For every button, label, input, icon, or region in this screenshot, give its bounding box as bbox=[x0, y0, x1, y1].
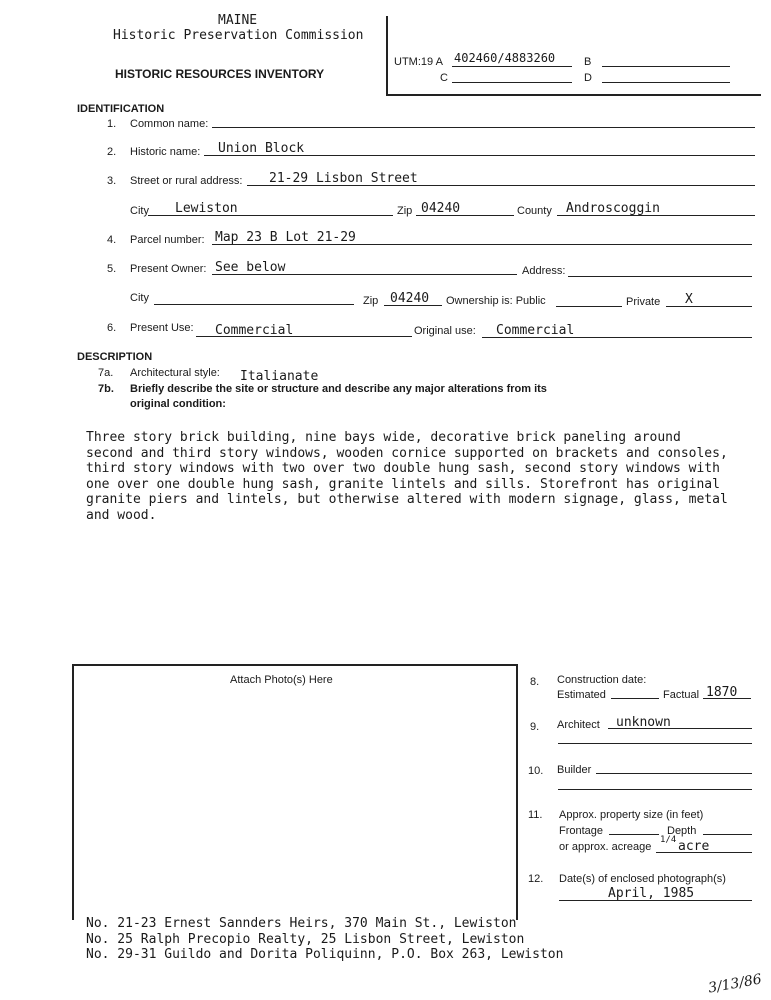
photo-date-value[interactable]: April, 1985 bbox=[608, 886, 695, 901]
parcel-label: Parcel number: bbox=[130, 234, 205, 246]
owner-city-label: City bbox=[130, 292, 149, 304]
owner-zip-value[interactable]: 04240 bbox=[390, 291, 430, 306]
description-line: and wood. bbox=[86, 507, 157, 523]
architect-value[interactable]: unknown bbox=[616, 715, 671, 730]
common-name-label: Common name: bbox=[130, 118, 209, 130]
common-name-line bbox=[212, 127, 755, 128]
historic-name-line bbox=[204, 155, 755, 156]
style-value[interactable]: Italianate bbox=[240, 369, 319, 384]
estimated-line bbox=[611, 698, 659, 699]
owner-list-item: No. 21-23 Ernest Sannders Heirs, 370 Main St., Lewiston bbox=[86, 916, 517, 931]
owner-label: Present Owner: bbox=[130, 263, 207, 275]
owner-zip-label: Zip bbox=[363, 295, 379, 307]
architect-line-2 bbox=[558, 743, 752, 744]
city-label: City bbox=[130, 205, 149, 217]
acreage-label: or approx. acreage bbox=[559, 841, 652, 853]
owner-city-line bbox=[154, 304, 354, 305]
private-mark[interactable]: X bbox=[685, 292, 693, 307]
original-use-value[interactable]: Commercial bbox=[496, 323, 575, 338]
acreage-line bbox=[656, 852, 752, 853]
item-number-8: 8. bbox=[530, 676, 540, 688]
utm-a-line bbox=[452, 66, 572, 67]
owner-zip-line bbox=[384, 305, 442, 306]
utm-d-label: D bbox=[584, 72, 592, 84]
item-number-7b: 7b. bbox=[98, 383, 114, 395]
agency-name: Historic Preservation Commission bbox=[113, 28, 364, 43]
description-line: Three story brick building, nine bays wide, decorative brick paneling around bbox=[86, 430, 681, 445]
factual-label: Factual bbox=[663, 689, 700, 701]
description-heading: DESCRIPTION bbox=[77, 351, 153, 363]
item-number-2: 2. bbox=[107, 146, 117, 158]
item-number-6: 6. bbox=[107, 322, 117, 334]
utm-c-line bbox=[452, 82, 572, 83]
photo-box-right-border bbox=[516, 664, 518, 920]
photo-date-label: Date(s) of enclosed photograph(s) bbox=[559, 873, 726, 885]
item-number-4: 4. bbox=[107, 234, 117, 246]
architect-label: Architect bbox=[557, 719, 600, 731]
frontage-label: Frontage bbox=[559, 825, 604, 837]
estimated-label: Estimated bbox=[557, 689, 606, 701]
utm-b-line bbox=[602, 66, 730, 67]
identification-heading: IDENTIFICATION bbox=[77, 103, 165, 115]
acreage-value[interactable]: acre bbox=[678, 839, 710, 854]
owner-address-label: Address: bbox=[522, 265, 566, 277]
utm-label: UTM:19 A bbox=[394, 56, 443, 68]
construction-date-label: Construction date: bbox=[557, 674, 647, 686]
utm-b-label: B bbox=[584, 56, 592, 68]
architect-line bbox=[608, 728, 752, 729]
state-name: MAINE bbox=[218, 13, 258, 28]
factual-line bbox=[703, 698, 751, 699]
county-label: County bbox=[517, 205, 552, 217]
zip-line bbox=[416, 215, 514, 216]
describe-label-line-2: original condition: bbox=[130, 398, 226, 410]
zip-label: Zip bbox=[397, 205, 413, 217]
frontage-line bbox=[609, 834, 659, 835]
depth-line bbox=[703, 834, 752, 835]
ownership-public-label: Ownership is: Public bbox=[446, 295, 546, 307]
private-label: Private bbox=[626, 296, 661, 308]
address-label: Street or rural address: bbox=[130, 175, 243, 187]
county-value[interactable]: Androscoggin bbox=[566, 201, 660, 216]
photo-box-top-border bbox=[72, 664, 518, 666]
description-line: one over one double hung sash, granite lintels and sills. Storefront has original bbox=[86, 476, 720, 492]
photo-date-line bbox=[559, 900, 752, 901]
builder-line bbox=[596, 773, 752, 774]
photo-box-left-border bbox=[72, 664, 74, 920]
present-use-line bbox=[196, 336, 412, 337]
city-line bbox=[148, 215, 393, 216]
item-number-1: 1. bbox=[107, 118, 117, 130]
historic-name-label: Historic name: bbox=[130, 146, 201, 158]
owner-value[interactable]: See below bbox=[215, 260, 286, 275]
utm-d-line bbox=[602, 82, 730, 83]
builder-line-2 bbox=[558, 789, 752, 790]
item-number-10: 10. bbox=[528, 765, 544, 777]
public-line bbox=[556, 306, 622, 307]
owner-address-line bbox=[568, 276, 752, 277]
depth-label: Depth bbox=[667, 825, 697, 837]
description-line: second and third story windows, wooden cornice supported on brackets and consoles, bbox=[86, 445, 728, 461]
private-line bbox=[666, 306, 752, 307]
present-use-label: Present Use: bbox=[130, 322, 194, 334]
handwritten-date: 3/13/86 bbox=[707, 971, 763, 997]
style-label: Architectural style: bbox=[130, 367, 220, 379]
parcel-value[interactable]: Map 23 B Lot 21-29 bbox=[215, 230, 356, 245]
address-value[interactable]: 21-29 Lisbon Street bbox=[269, 171, 418, 186]
acreage-fraction[interactable]: 1/4 bbox=[660, 835, 677, 845]
builder-label: Builder bbox=[557, 764, 592, 776]
item-number-9: 9. bbox=[530, 721, 540, 733]
property-size-label: Approx. property size (in feet) bbox=[559, 809, 704, 821]
description-line: third story windows with two over two double hung sash, second story windows with bbox=[86, 461, 720, 476]
form-title: HISTORIC RESOURCES INVENTORY bbox=[115, 67, 325, 81]
city-value[interactable]: Lewiston bbox=[175, 201, 238, 216]
county-line bbox=[557, 215, 755, 216]
owner-list-item: No. 25 Ralph Precopio Realty, 25 Lisbon Street, Lewiston bbox=[86, 932, 525, 947]
item-number-5: 5. bbox=[107, 263, 117, 275]
utm-box-left-border bbox=[386, 16, 388, 94]
photo-drop-area[interactable] bbox=[86, 672, 506, 912]
describe-label-line-1: Briefly describe the site or structure and describe any major alterations from its bbox=[130, 383, 547, 395]
owner-list-item: No. 29-31 Guildo and Dorita Poliquinn, P.O. Box 263, Lewiston bbox=[86, 947, 564, 962]
factual-value[interactable]: 1870 bbox=[706, 685, 738, 700]
address-line bbox=[247, 185, 755, 186]
item-number-12: 12. bbox=[528, 873, 544, 885]
original-use-line bbox=[482, 337, 752, 338]
photo-placeholder-label: Attach Photo(s) Here bbox=[230, 674, 333, 686]
present-use-value[interactable]: Commercial bbox=[215, 323, 294, 338]
item-number-3: 3. bbox=[107, 175, 117, 187]
utm-box-bottom-border bbox=[386, 94, 761, 96]
utm-value: 402460/4883260 bbox=[454, 51, 556, 65]
zip-value[interactable]: 04240 bbox=[421, 201, 461, 216]
owner-line bbox=[212, 274, 517, 275]
item-number-7a: 7a. bbox=[98, 367, 114, 379]
parcel-line bbox=[212, 244, 752, 245]
original-use-label: Original use: bbox=[414, 325, 476, 337]
historic-name-value[interactable]: Union Block bbox=[218, 141, 305, 156]
utm-c-label: C bbox=[440, 72, 448, 84]
description-line: granite piers and lintels, but otherwise altered with modern signage, glass, metal bbox=[86, 492, 728, 507]
item-number-11: 11. bbox=[528, 809, 543, 821]
